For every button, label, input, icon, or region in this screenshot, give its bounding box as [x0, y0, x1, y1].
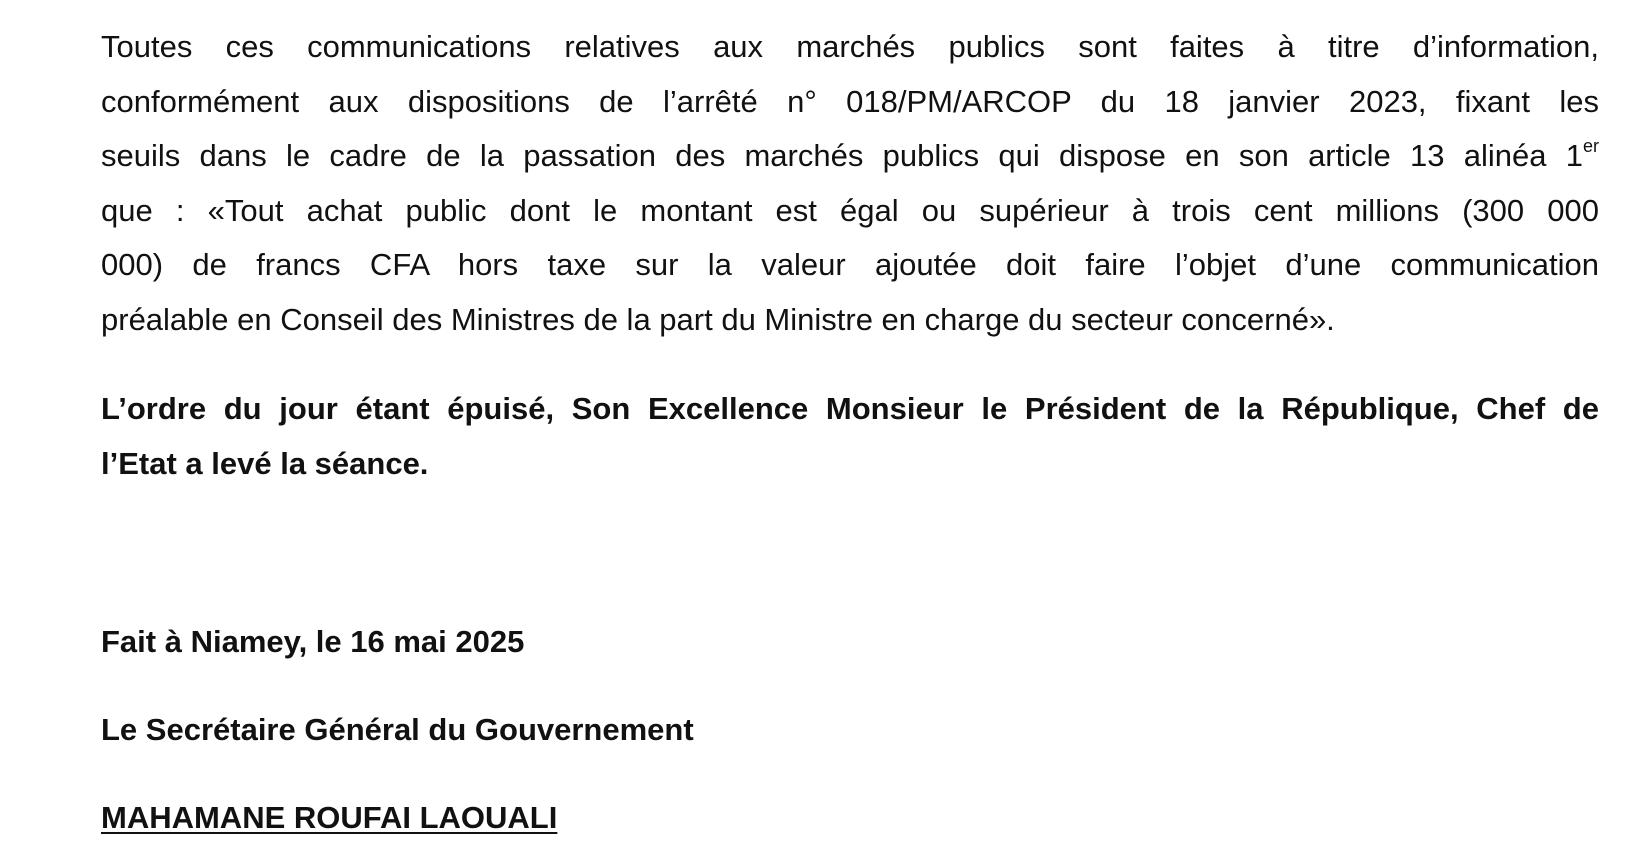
paragraph-line: conformément aux dispositions de l’arrêté n° 018/PM/ARCOP du 18 janvier 2023, fixant les: [101, 83, 1599, 119]
place-and-date: Fait à Niamey, le 16 mai 2025: [101, 624, 525, 659]
paragraph-line: Toutes ces communications relatives aux marchés publics sont faites à titre d’information,: [101, 29, 1599, 64]
closing-paragraph: [101, 382, 1599, 491]
paragraph-line: L’ordre du jour étant épuisé, Son Excellence Monsieur le Président de la République, Chef de: [101, 391, 1599, 426]
paragraph-line: [101, 129, 1599, 184]
signatory-title: Le Secrétaire Général du Gouvernement: [101, 712, 694, 747]
information-paragraph: [101, 20, 1599, 347]
paragraph-line: 000) de francs CFA hors taxe sur la valeur ajoutée doit faire l’objet d’une communication: [101, 247, 1599, 282]
paragraph-line: l’Etat a levé la séance.: [101, 445, 429, 481]
signatory-name: MAHAMANE ROUFAI LAOUALI: [101, 800, 558, 835]
ordinal-superscript: er: [1582, 136, 1599, 156]
paragraph-line-text: seuils dans le cadre de la passation des marchés publics qui dispose en son article 13 alinéa 1: [101, 138, 1583, 173]
paragraph-line: que : «Tout achat public dont le montant est égal ou supérieur à trois cent millions (300 000: [101, 192, 1599, 228]
paragraph-line: préalable en Conseil des Ministres de la part du Ministre en charge du secteur concerné».: [101, 301, 1335, 337]
